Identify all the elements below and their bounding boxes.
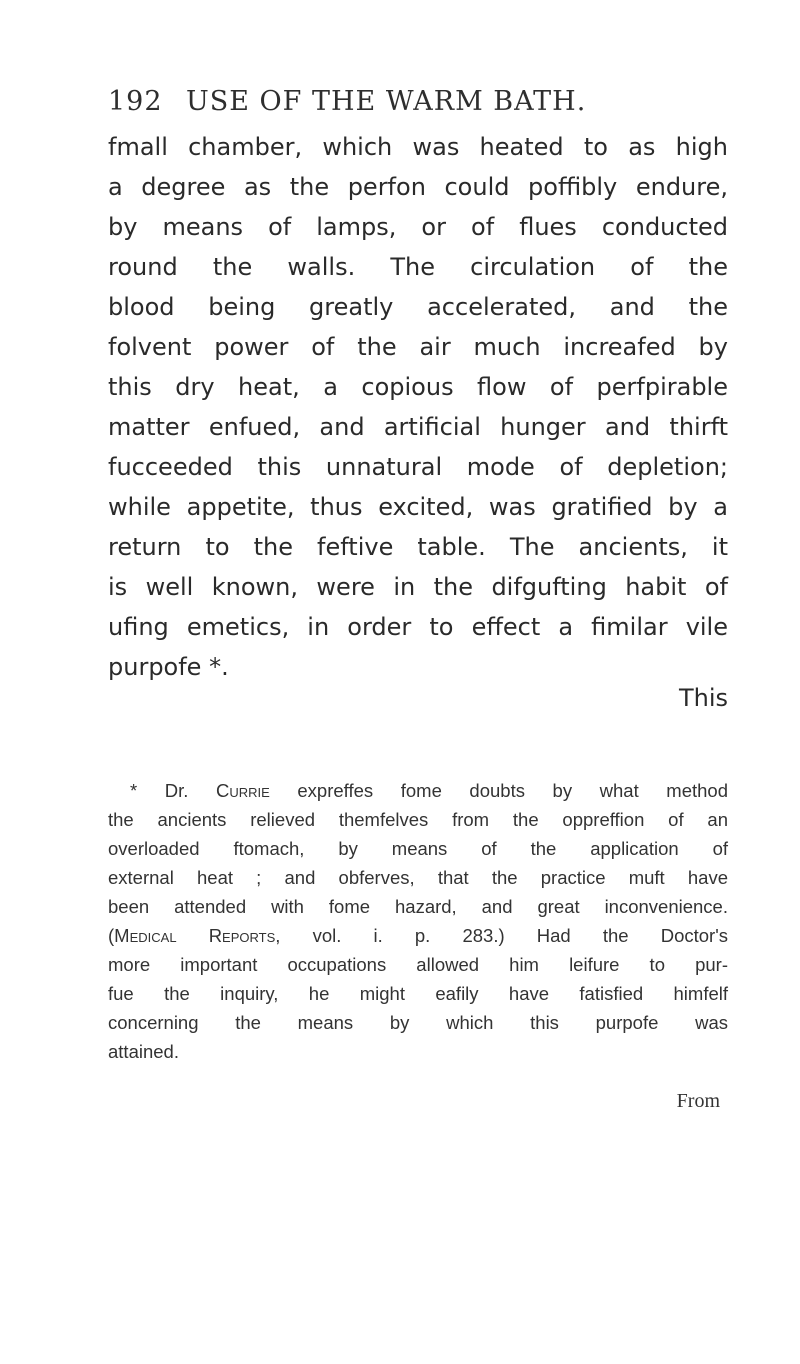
footnote-line: the ancients relieved themfelves from the oppreffion of an bbox=[108, 809, 728, 830]
body-line: this dry heat, a copious flow of perfpirable bbox=[108, 373, 728, 401]
body-line: purpofe *. bbox=[108, 653, 229, 681]
footnote-line bbox=[108, 921, 728, 950]
body-catchword: This bbox=[678, 684, 728, 712]
footnote-line: been attended with fome hazard, and great inconvenience. bbox=[108, 896, 728, 917]
running-head bbox=[108, 86, 728, 126]
footnote-line: overloaded ftomach, by means of the application of bbox=[108, 838, 728, 859]
body-line: blood being greatly accelerated, and the bbox=[108, 293, 728, 321]
footnote-author: Currie bbox=[216, 780, 270, 801]
footnote-line bbox=[108, 776, 728, 805]
footnote-text: , vol. i. p. 283.) Had the Doctor's bbox=[275, 925, 729, 946]
body-line: return to the feftive table. The ancients, it bbox=[108, 533, 728, 561]
footnote-source: Medical Reports bbox=[114, 925, 276, 946]
footnote-line: more important occupations allowed him leifure to pur- bbox=[108, 954, 728, 975]
footnote-line: external heat ; and obferves, that the practice muft have bbox=[108, 867, 728, 888]
footnote-line: fue the inquiry, he might eafily have fatisfied himfelf bbox=[108, 983, 728, 1004]
body-line: is well known, were in the difgufting habit of bbox=[108, 573, 728, 601]
body-line: ufing emetics, in order to effect a fimilar vile bbox=[108, 613, 728, 641]
body-line: round the walls. The circulation of the bbox=[108, 253, 728, 281]
body-line: folvent power of the air much increafed by bbox=[108, 333, 728, 361]
body-text bbox=[108, 127, 728, 687]
footnote-paren: ( bbox=[108, 925, 115, 946]
body-line: matter enfued, and artificial hunger and thirft bbox=[108, 413, 728, 441]
body-line: a degree as the perfon could poffibly endure, bbox=[108, 173, 728, 201]
footnote-line: attained. bbox=[108, 1041, 179, 1062]
body-line: fmall chamber, which was heated to as high bbox=[108, 133, 728, 161]
footnote-marker: * Dr. bbox=[130, 780, 189, 801]
page-catchword: From bbox=[676, 1090, 720, 1112]
body-line: while appetite, thus excited, was gratified by a bbox=[108, 493, 728, 521]
page-number: 192 bbox=[108, 86, 163, 117]
footnote bbox=[108, 776, 728, 1066]
footnote-text: expreffes fome doubts by what method bbox=[297, 780, 729, 801]
footnote-line: concerning the means by which this purpofe was bbox=[108, 1012, 728, 1033]
body-line: fucceeded this unnatural mode of depletion; bbox=[108, 453, 728, 481]
body-line: by means of lamps, or of flues conducted bbox=[108, 213, 728, 241]
running-title: USE OF THE WARM BATH. bbox=[186, 86, 587, 117]
